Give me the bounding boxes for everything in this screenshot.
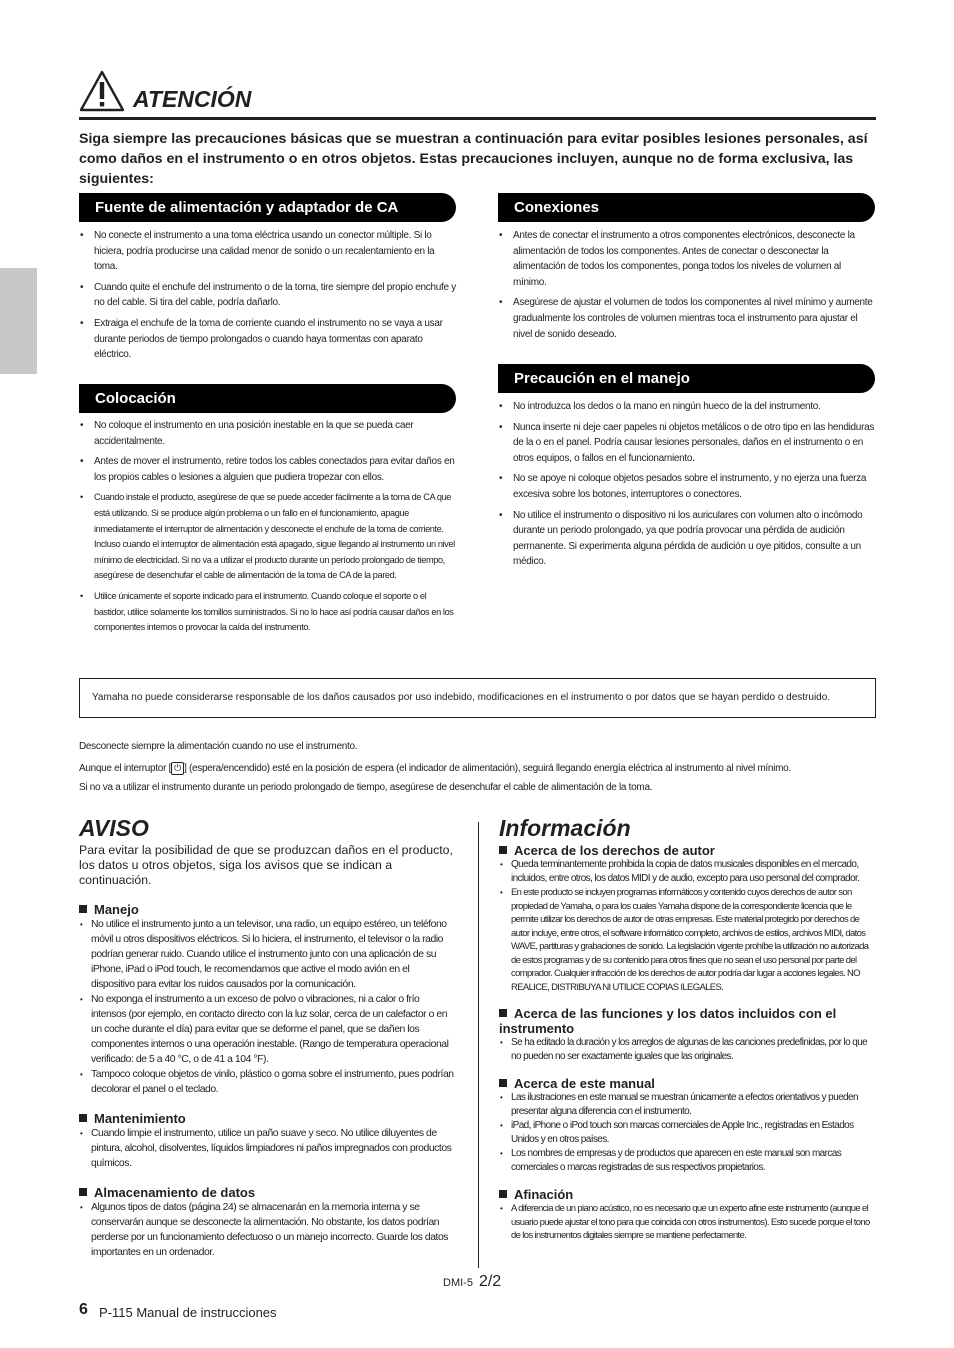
power-precautions-list <box>79 228 456 368</box>
list-item: • Los nombres de empresas y de productos que aparecen en este manual son marcas comerciales o marcas registradas de sus respectivos propietarios. <box>500 1148 842 1173</box>
subheading-funciones: Acerca de las funciones y los datos incluidos con el instrumento <box>499 1006 837 1036</box>
aviso-intro: Para evitar la posibilidad de que se produzcan daños en el producto, los datos u otros objetos, siga los avisos que se indican a continuación. <box>79 843 453 887</box>
list-item: • Cuando limpie el instrumento, utilice un paño suave y seco. No utilice diluyentes de pintura, alcohol, disolventes, líquidos limpiadores ni paños impregnados con productos químicos. <box>80 1128 452 1169</box>
manual-list <box>499 1091 875 1175</box>
list-item: • En este producto se incluyen programas informáticos y contenido cuyos derechos de autor son propiedad de Yamaha, o para los cuales Yamaha dispone de la correspondiente licencia que le permite utilizar los derechos de autor de otras empresas. Este material protegido por derechos de autor incluye, entre otros, el software informático completo, archivos de estilos, archivos MIDI, datos WAVE, partituras y grabaciones de sonido. La legislación vigente prohíbe la utilización no autorizada de estos programas y de su contenido para otros fines que no sean el uso personal por parte del comprador. Cualquier infracción de los derechos de autor podría dar lugar a acciones legales. NO REALICE, DISTRIBUYA NI UTILICE COPIAS ILEGALES. <box>500 887 869 993</box>
list-item: • Queda terminantemente prohibida la copia de datos musicales disponibles en el mercado, incluidos, entre otros, los datos MIDI y de audio, excepto para uso personal del comprador. <box>500 859 860 884</box>
subheading-manejo: Manejo <box>79 902 455 917</box>
warning-triangle-icon <box>79 70 125 112</box>
manejo-list <box>79 917 455 1097</box>
list-item: • iPad, iPhone o iPod touch son marcas comerciales de Apple Inc., registradas en Estados Unidos y en otros países. <box>500 1120 854 1145</box>
list-item: • A diferencia de un piano acústico, no es necesario que un experto afine este instrumento (aunque el usuario puede ajustar el tono para que coincida con otros instrumentos). Esto sucede porque el tono de los instrumentos digitales siempre se mantiene perfectamente. <box>500 1203 870 1241</box>
document-page: 2/2 <box>478 1273 502 1290</box>
power-standby-icon: ⏻ <box>171 762 184 775</box>
list-item: • No se apoye ni coloque objetos pesados sobre el instrumento, y no ejerza una fuerza excesiva sobre los botones, interruptores o conectores. <box>499 473 867 500</box>
funciones-list <box>499 1036 875 1064</box>
informacion-content <box>499 843 875 1243</box>
afinacion-list <box>499 1202 875 1243</box>
list-item: • No introduzca los dedos o la mano en ningún hueco de la del instrumento. <box>499 401 821 412</box>
atencion-intro: Siga siempre las precauciones básicas que se muestran a continuación para evitar posibles lesiones personales, así como daños en el instrumento o en otros objetos. Estas precauciones incluyen, aunque no de forma exclusiva, las siguientes: <box>79 131 868 187</box>
subheading-derechos: Acerca de los derechos de autor <box>499 843 875 858</box>
list-item: • No exponga el instrumento a un exceso de polvo o vibraciones, ni a calor o frío intensos (por ejemplo, en contacto directo con la luz solar, cerca de un calefactor o en un coche durante el día) para evitar que se deforme el panel, que se dañen los componentes internos o una operación inestable. (Rango de temperatura operacional verificado: de 5 a 40 °C, o de 41 a 104 °F). <box>80 994 449 1065</box>
disclaimer-box: Yamaha no puede considerarse responsable de los daños causados por uso indebido, modificaciones en el instrumento o por datos que se hayan perdido o destruido. <box>79 678 876 718</box>
column-divider <box>478 822 479 1268</box>
square-bullet-icon <box>79 1114 87 1122</box>
section-header-handling: Precaución en el manejo <box>498 364 875 393</box>
list-item: • Antes de mover el instrumento, retire todos los cables conectados para evitar daños en los propios cables o lesiones a alguien que pudiera tropezar con ellos. <box>80 456 455 483</box>
subheading-manual: Acerca de este manual <box>499 1076 875 1091</box>
manual-title: P-115 Manual de instrucciones <box>99 1305 277 1320</box>
note-power-off: Desconecte siempre la alimentación cuando no use el instrumento. <box>79 741 358 752</box>
list-item: • Cuando quite el enchufe del instrumento o de la toma, tire siempre del propio enchufe y no del cable. Si tira del cable, podría dañarlo. <box>80 281 456 309</box>
aviso-content <box>79 843 455 1260</box>
square-bullet-icon <box>499 1079 507 1087</box>
list-item: • No utilice el instrumento junto a un televisor, una radio, un equipo estéreo, un teléfono móvil u otros dispositivos eléctricos. Si lo hiciera, el instrumento, el televisor o la radio podrían generar ruido. Cuando utilice el instrumento junto con una aplicación de su iPhone, iPad o iPod touch, le recomendamos que active el modo avión en el dispositivo para evitar los ruidos causados por la comunicación. <box>80 919 447 990</box>
list-item: • No coloque el instrumento en una posición inestable en la que se pueda caer accidentalmente. <box>80 420 414 447</box>
document-code: DMI-5 2/2 <box>443 1273 502 1290</box>
section-header-connections: Conexiones <box>498 193 875 222</box>
list-item: • Se ha editado la duración y los arreglos de algunas de las canciones predefinidas, por lo que no pueden no ser exactamente iguales que las originales. <box>500 1037 868 1062</box>
connections-precautions-list <box>498 228 875 347</box>
square-bullet-icon <box>79 905 87 913</box>
subheading-almacenamiento: Almacenamiento de datos <box>79 1185 455 1200</box>
derechos-list <box>499 858 875 994</box>
title-rule <box>79 117 876 120</box>
list-item: • No conecte el instrumento a una toma eléctrica usando un conector múltiple. Si lo hiciera, podría producirse una calidad menor de sonido o un recalentamiento en la toma. <box>80 230 435 273</box>
section-side-tab <box>0 268 37 374</box>
page-number: 6 <box>79 1301 88 1318</box>
list-item: • Asegúrese de ajustar el volumen de todos los componentes al nivel mínimo y aumente gradualmente los controles de volumen mientras toca el instrumento para ajustar el nivel de sonido deseado. <box>499 297 873 340</box>
mantenimiento-list <box>79 1126 455 1171</box>
list-item: • Algunos tipos de datos (página 24) se almacenarán en la memoria interna y se conservarán aunque se desconecte la alimentación. No obstante, los datos podrían perderse por un funcionamiento defectuoso o un manejo incorrecto. Guarde los datos importantes en un ordenador. <box>80 1202 449 1258</box>
section-header-placement: Colocación <box>79 384 456 413</box>
list-item: • Las ilustraciones en este manual se muestran únicamente a efectos orientativos y pueden presentar alguna diferencia con el instrumento. <box>500 1092 858 1117</box>
note-unplug: Si no va a utilizar el instrumento durante un periodo prolongado de tiempo, asegúrese de desenchufar el cable de alimentación de la toma. <box>79 782 653 793</box>
square-bullet-icon <box>499 846 507 854</box>
handling-precautions-list <box>498 399 875 575</box>
list-item: • No utilice el instrumento o dispositivo ni los auriculares con volumen alto o incómodo durante un periodo prolongado, ya que podría provocar una pérdida de audición permanente. Si experimenta alguna pérdida de audición u oye pitidos, consulte a un médico. <box>499 509 863 568</box>
section-header-power: Fuente de alimentación y adaptador de CA <box>79 193 456 222</box>
placement-precautions-list <box>79 418 456 641</box>
almacenamiento-list <box>79 1200 455 1260</box>
square-bullet-icon <box>499 1009 507 1017</box>
square-bullet-icon <box>499 1190 507 1198</box>
atencion-title: ATENCIÓN <box>133 86 252 112</box>
list-item: • Utilice únicamente el soporte indicado para el instrumento. Cuando coloque el soporte o el bastidor, utilice solamente los tornillos suministrados. Si no lo hace así podría causar daños en los componentes internos o provocar la caída del instrumento. <box>80 590 454 633</box>
subheading-mantenimiento: Mantenimiento <box>79 1111 455 1126</box>
list-item: • Tampoco coloque objetos de vinilo, plástico o goma sobre el instrumento, pues podrían decolorar el panel o el teclado. <box>80 1069 454 1095</box>
note-standby: Aunque el interruptor [ ⏻ ] (espera/encendido) esté en la posición de espera (el indicador de alimentación), seguirá llegando energía eléctrica al instrumento al nivel mínimo. <box>79 763 791 775</box>
list-item: • Extraiga el enchufe de la toma de corriente cuando el instrumento no se vaya a usar durante periodos de tiempo prolongados o cuando haya tormentas con aparato eléctrico. <box>80 317 443 361</box>
aviso-title: AVISO <box>79 815 149 841</box>
informacion-title: Información <box>499 815 631 841</box>
subheading-afinacion: Afinación <box>499 1187 875 1202</box>
list-item: • Nunca inserte ni deje caer papeles ni objetos metálicos o de otro tipo en las hendiduras de la o en el panel. Podría causar lesiones personales, daños en el instrumento o en otros equipos, o fallos en el funcionamiento. <box>499 421 875 464</box>
list-item: • Antes de conectar el instrumento a otros componentes electrónicos, desconecte la alimentación de todos los componentes. Antes de conectar o desconectar la alimentación de todos los componentes, ponga todos los niveles de volumen al mínimo. <box>499 230 855 288</box>
square-bullet-icon <box>79 1188 87 1196</box>
list-item: • Cuando instale el producto, asegúrese de que se puede acceder fácilmente a la toma de CA que está utilizando. Si se produce algún problema o un fallo en el funcionamiento, apague inmediatamente el interruptor de alimentación y desconecte el enchufe de la toma de corriente. Incluso cuando el interruptor de alimentación está apagado, sigue llegando al instrumento un nivel mínimo de electricidad. Si no va a utilizar el producto durante un período prolongado de tiempo, asegúrese de desenchufar el cable de alimentación de la toma de CA de la pared. <box>80 492 455 581</box>
